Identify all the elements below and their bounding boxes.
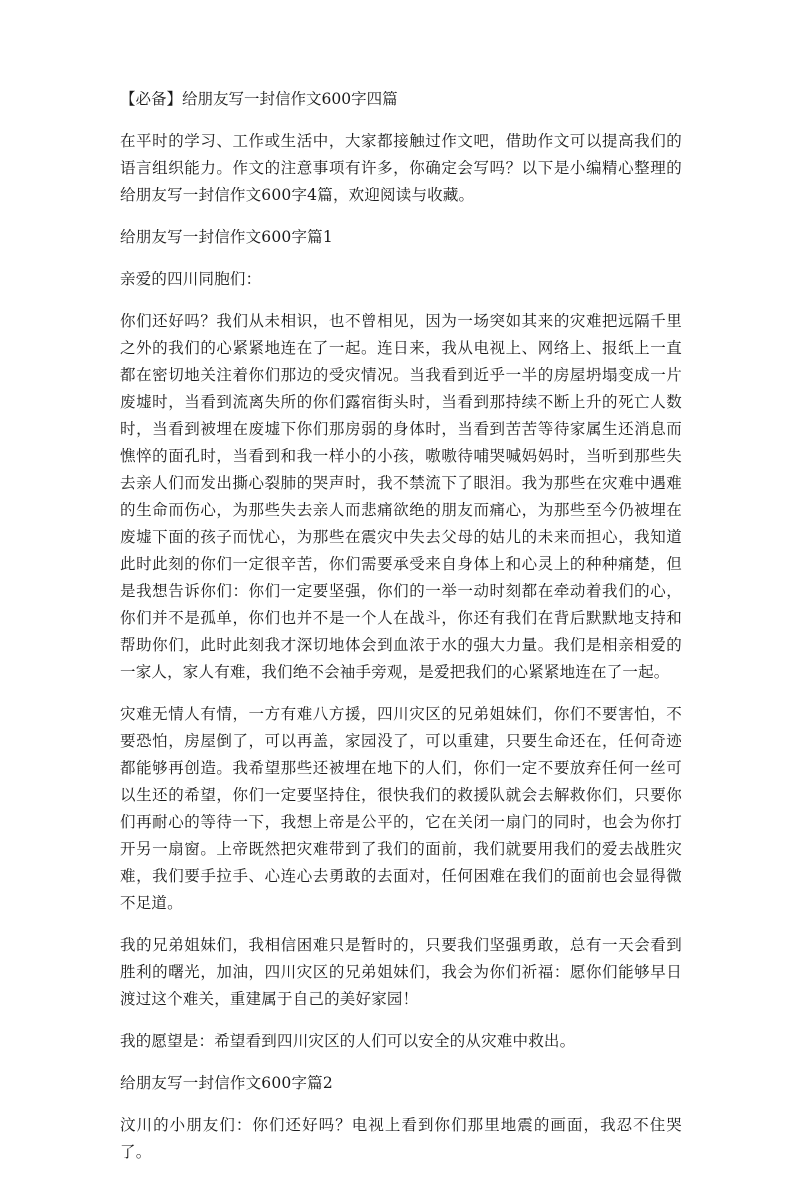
wish-paragraph: 我的愿望是：希望看到四川灾区的人们可以安全的从灾难中救出。 bbox=[120, 1032, 576, 1050]
section-heading-2: 给朋友写一封信作文600字篇2 bbox=[120, 1074, 333, 1092]
section-heading-1: 给朋友写一封信作文600字篇1 bbox=[120, 228, 333, 246]
body-paragraph: 灾难无情人有情，一方有难八方援，四川灾区的兄弟姐妹们，你们不要害怕，不要恐怕，房屋倒了，可以再盖，家园没了，可以重建，只要生命还在，任何奇迹都能够再创造。我希望那些还被埋在地下的人们，你们一定不要放弃任何一丝可以生还的希望，你们一定要坚持住，很快我们的救援队就会去解救你们，只要你们再耐心的等待一下，我想上帝是公平的，它在关闭一扇门的同时，也会为你打开另一扇窗。上帝既然把灾难带到了我们的面前，我们就要用我们的爱去战胜灾难，我们要手拉手、心连心去勇敢的去面对，任何困难在我们的面前也会显得微不足道。 bbox=[120, 705, 682, 912]
body-paragraph: 汶川的小朋友们：你们还好吗？电视上看到你们那里地震的画面，我忍不住哭了。 bbox=[120, 1116, 682, 1161]
document-title: 【必备】给朋友写一封信作文600字四篇 bbox=[120, 90, 398, 108]
salutation: 亲爱的四川同胞们： bbox=[120, 270, 262, 288]
body-paragraph: 你们还好吗？我们从未相识，也不曾相见，因为一场突如其来的灾难把远隔千里之外的我们的心紧紧地连在了一起。连日来，我从电视上、网络上、报纸上一直都在密切地关注着你们那边的受灾情况。当我看到近乎一半的房屋坍塌变成一片废墟时，当看到流离失所的你们露宿街头时，当看到那持续不断上升的死亡人数时，当看到被埋在废墟下你们那房弱的身体时，当看到苦苦等待家属生还消息而憔悴的面孔时，当看到和我一样小的小孩，嗷嗷待哺哭喊妈妈时，当听到那些失去亲人们而发出撕心裂肺的哭声时，我不禁流下了眼泪。我为那些在灾难中遇难的生命而伤心，为那些失去亲人而悲痛欲绝的朋友而痛心，为那些至今仍被埋在废墟下面的孩子而忧心，为那些在震灾中失去父母的姑儿的未来而担心，我知道此时此刻的你们一定很辛苦，你们需要承受来自身体上和心灵上的种种痛楚，但是我想告诉你们：你们一定要坚强，你们的一举一动时刻都在牵动着我们的心，你们并不是孤单，你们也并不是一个人在战斗，你还有我们在背后默默地支持和帮助你们，此时此刻我才深切地体会到血浓于水的强大力量。我们是相亲相爱的一家人，家人有难，我们绝不会袖手旁观，是爱把我们的心紧紧地连在了一起。 bbox=[120, 312, 682, 681]
document-page bbox=[120, 86, 682, 1181]
intro-paragraph: 在平时的学习、工作或生活中，大家都接触过作文吧，借助作文可以提高我们的语言组织能力。作文的注意事项有许多，你确定会写吗？以下是小编精心整理的给朋友写一封信作文600字4篇，欢迎阅读与收藏。 bbox=[120, 132, 682, 204]
body-paragraph: 我的兄弟姐妹们，我相信困难只是暂时的，只要我们坚强勇敢，总有一天会看到胜利的曙光，加油，四川灾区的兄弟姐妹们，我会为你们祈福：愿你们能够早日渡过这个难关，重建属于自己的美好家园！ bbox=[120, 936, 682, 1008]
